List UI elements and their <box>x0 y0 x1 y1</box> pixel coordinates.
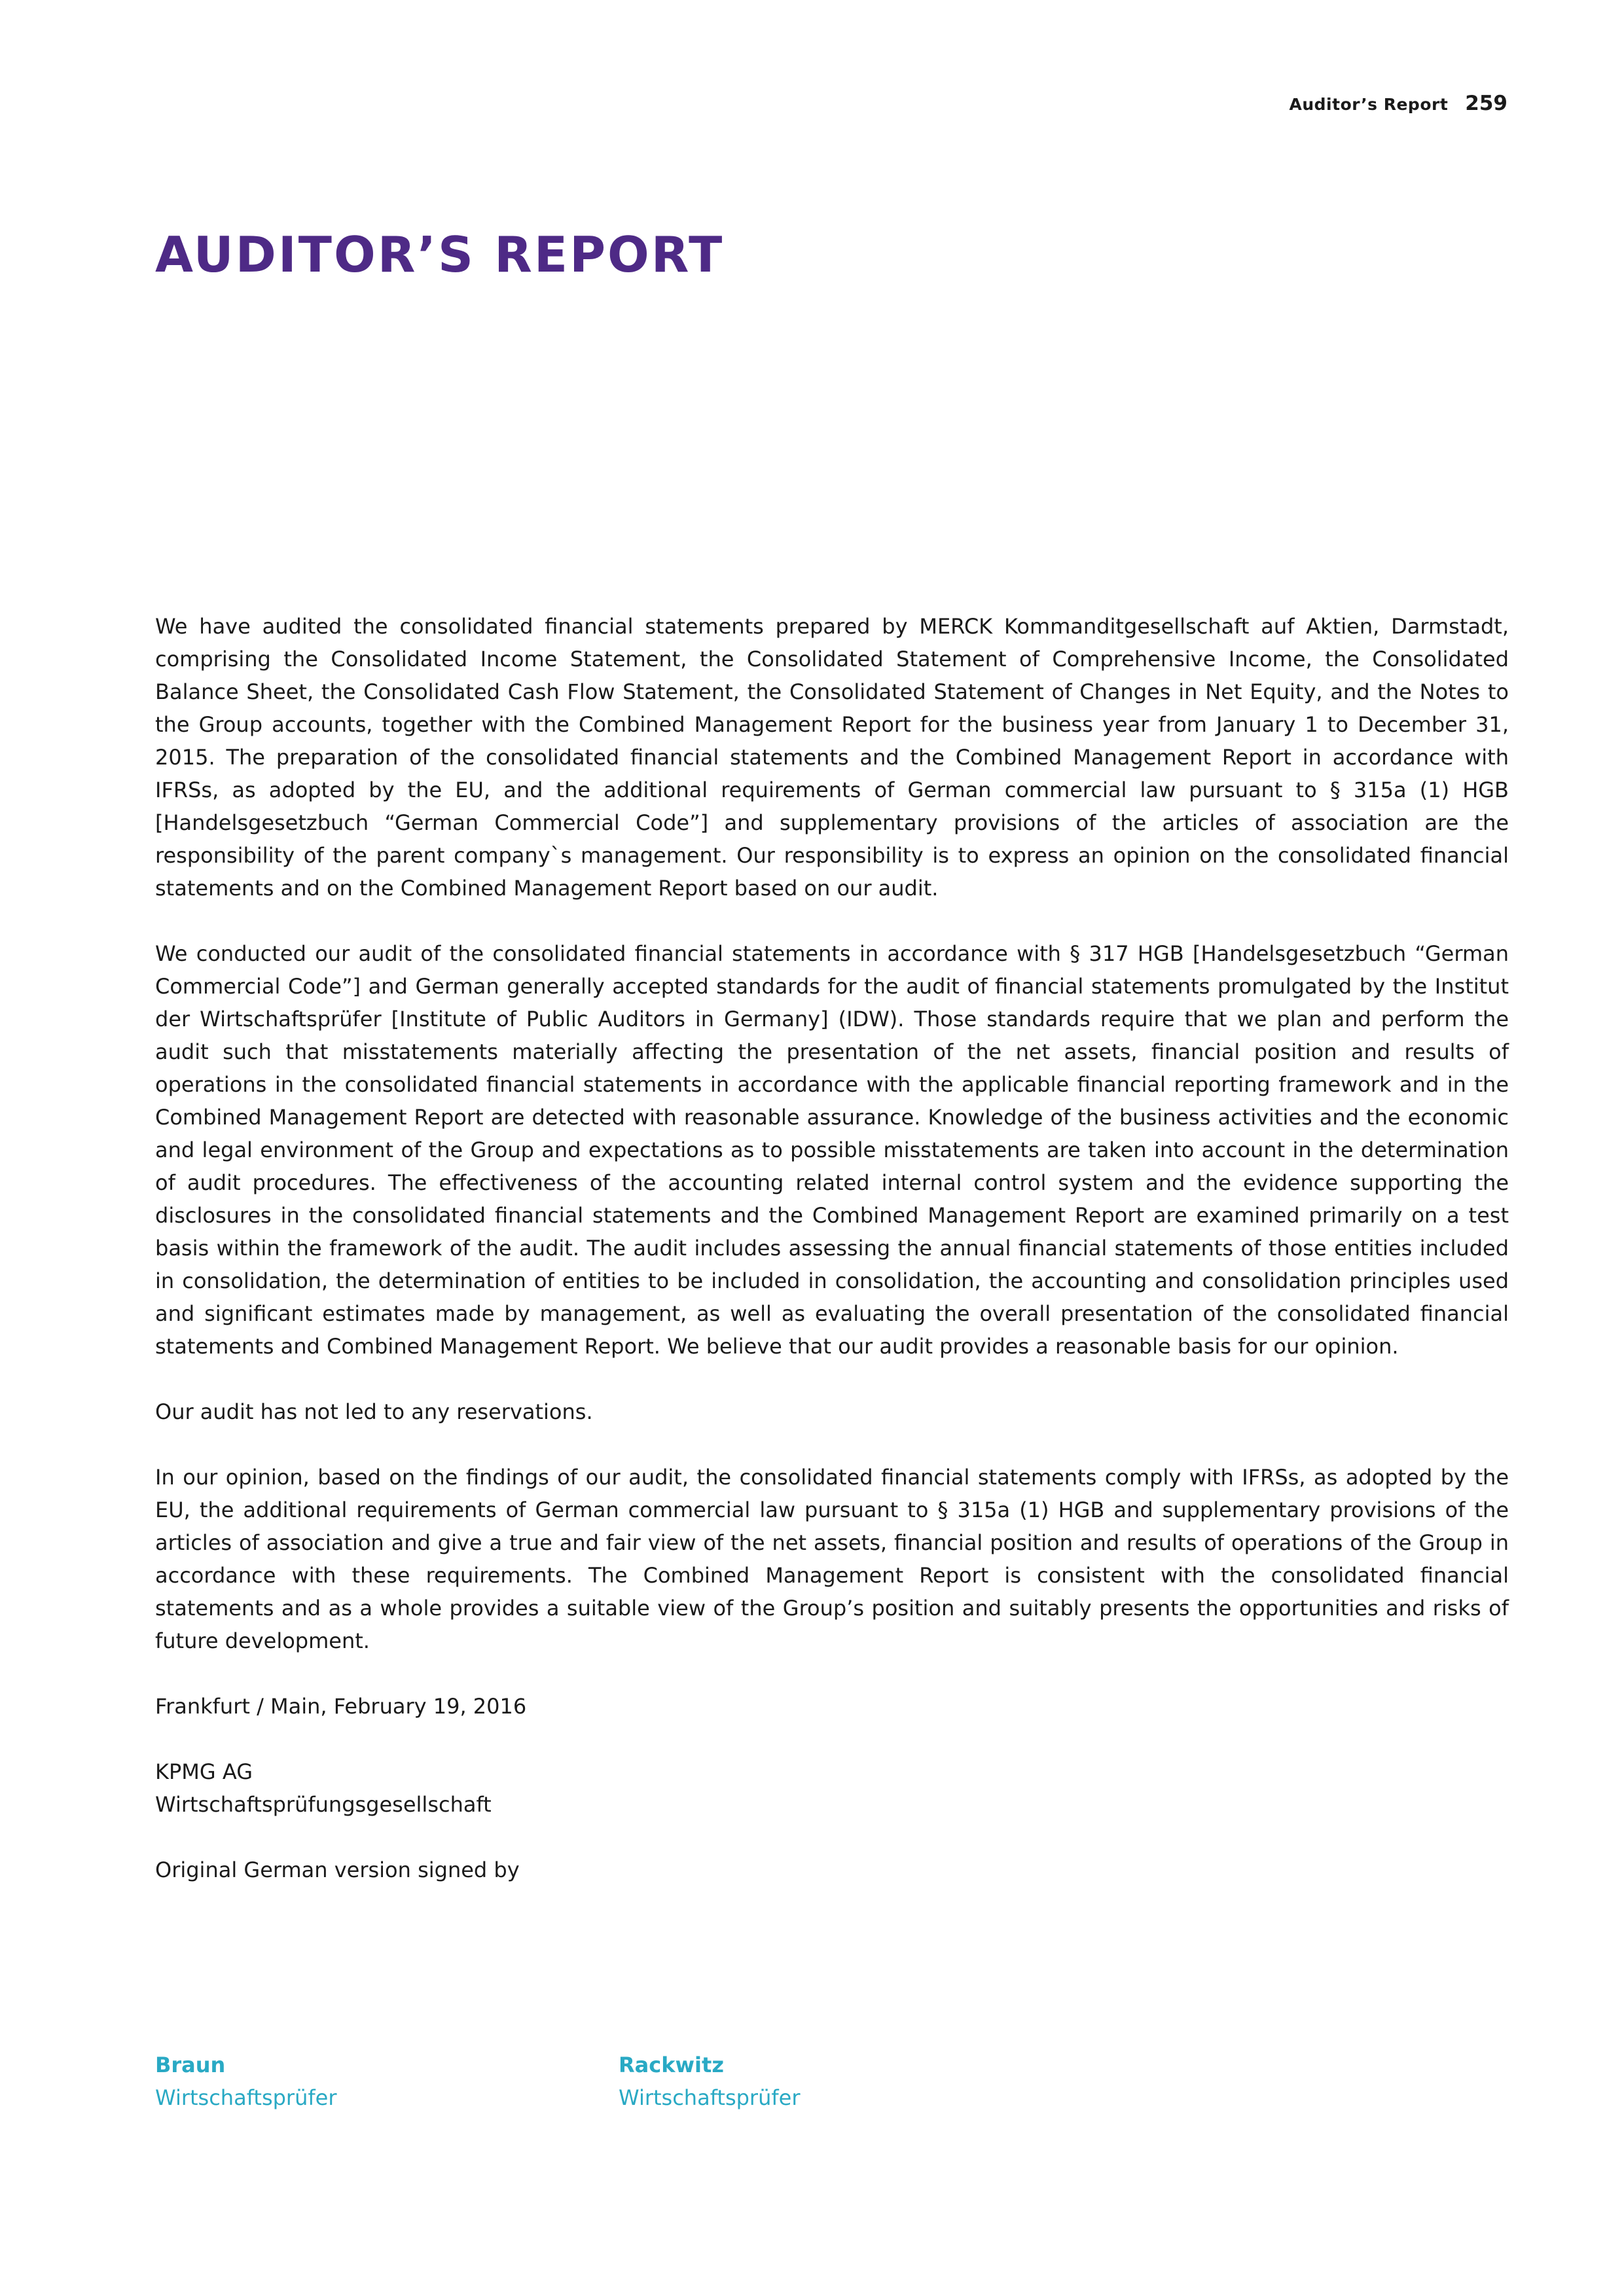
paragraph-reservations: Our audit has not led to any reservations. <box>155 1399 593 1424</box>
signatory-role: Wirtschaftsprüfer <box>155 2085 337 2110</box>
signatory-name: Braun <box>155 2053 226 2077</box>
signatory-role: Wirtschaftsprüfer <box>619 2085 801 2110</box>
firm-name: KPMG AG <box>155 1759 253 1784</box>
firm-block <box>155 1755 1509 1821</box>
running-header <box>1290 92 1507 115</box>
firm-type: Wirtschaftsprüfungsgesellschaft <box>155 1792 492 1817</box>
paragraph-scope: We have audited the consolidated financial statements prepared by MERCK Kommanditgesellschaft auf Aktien, Darmstadt, comprising the Consolidated Income Statement, the Consolidated Statement of Comprehensive Income, the Consolidated Balance Sheet, the Consolidated Cash Flow Statement, the Consolidated Statement of Changes in Net Equity, and the Notes to the Group accounts, together with the Combined Management Report for the business year from January 1 to December 31, 2015. The preparation of the consolidated financial statements and the Combined Management Report in accordance with IFRSs, as adopted by the EU, and the additional requirements of German commercial law pursuant to § 315a (1) HGB [Handelsgesetzbuch “German Commercial Code”] and supplementary provisions of the articles of association are the responsibility of the parent company`s management. Our responsibility is to express an opinion on the consolidated financial statements and on the Combined Management Report based on our audit. <box>155 614 1509 901</box>
signatory-2 <box>619 2049 800 2114</box>
page-title: AUDITOR’S REPORT <box>155 226 725 283</box>
paragraph-audit-approach: We conducted our audit of the consolidated financial statements in accordance with § 317 HGB [Handelsgesetzbuch “German Commercial Code”] and German generally accepted standards for the audit of financial statements promulgated by the Institut der Wirtschaftsprüfer [Institute of Public Auditors in Germany] (IDW). Those standards require that we plan and perform the audit such that misstatements materially affecting the presentation of the net assets, financial position and results of operations in the consolidated financial statements in accordance with the applicable financial reporting framework and in the Combined Management Report are detected with reasonable assurance. Knowledge of the business activities and the economic and legal environment of the Group and expectations as to possible misstatements are taken into account in the determination of audit procedures. The effectiveness of the accounting related internal control system and the evidence supporting the disclosures in the consolidated financial statements and the Combined Management Report are examined primarily on a test basis within the framework of the audit. The audit includes assessing the annual financial statements of those entities included in consolidation, the determination of entities to be included in consolidation, the accounting and consolidation principles used and significant estimates made by management, as well as evaluating the overall presentation of the consolidated financial statements and Combined Management Report. We believe that our audit provides a reasonable basis for our opinion. <box>155 941 1509 1359</box>
signatories <box>155 2049 810 2121</box>
page-number: 259 <box>1465 92 1507 115</box>
report-body <box>155 610 1509 1919</box>
section-label: Auditor’s Report <box>1289 95 1449 114</box>
paragraph-opinion: In our opinion, based on the findings of our audit, the consolidated financial statements comply with IFRSs, as adopted by the EU, the additional requirements of German commercial law pursuant to § 315a (1) HGB and supplementary provisions of the articles of association and give a true and fair view of the net assets, financial position and results of operations of the Group in accordance with these requirements. The Combined Management Report is consistent with the consolidated financial statements and as a whole provides a suitable view of the Group’s position and suitably presents the opportunities and risks of future development. <box>155 1465 1509 1653</box>
signatory-1 <box>155 2049 336 2114</box>
signed-note: Original German version signed by <box>155 1857 520 1882</box>
place-date: Frankfurt / Main, February 19, 2016 <box>155 1694 527 1719</box>
signatory-name: Rackwitz <box>619 2053 724 2077</box>
